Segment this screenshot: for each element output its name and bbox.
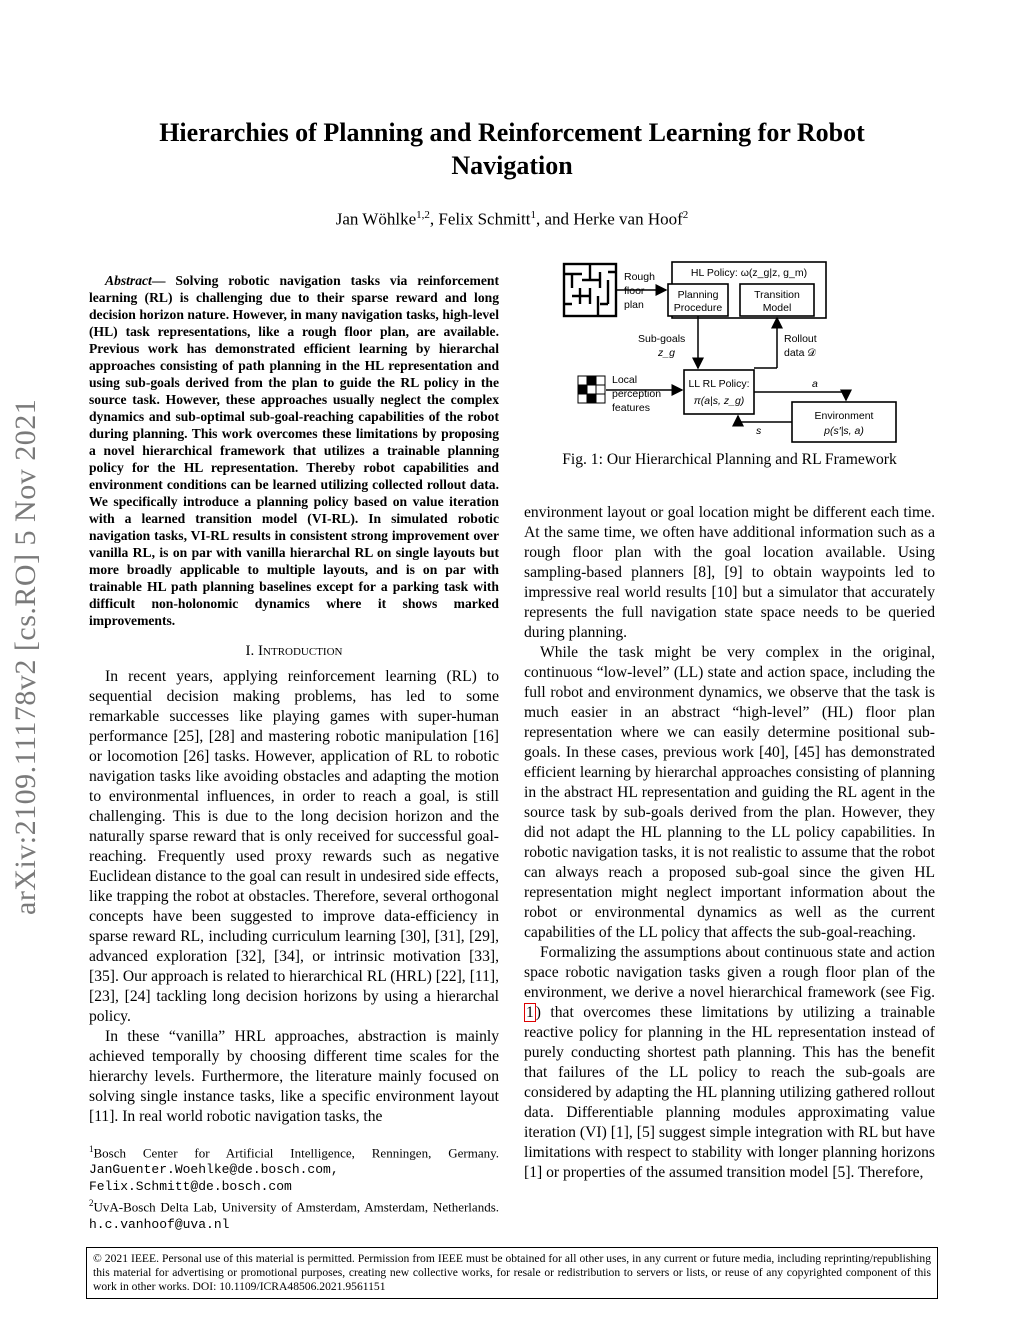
footnote-2-mark: 2 xyxy=(89,1198,94,1209)
footnote-1-text: Bosch Center for Artificial Intelligence, Renningen, Germany. xyxy=(93,1145,499,1161)
right-paragraph-1: environment layout or goal location might be different each time. At the same time, we often have additional information such as a rough floor plan with the goal location available. Using sampling-based planners [8], [9] to obtain waypoints led to impressive real world results [10] but a simulator that accurately represents the full navigation state space needs to be queried during planning. xyxy=(524,504,935,641)
sub-goals-label: Sub-goals xyxy=(638,333,686,345)
paper-title: Hierarchies of Planning and Reinforcement Learning for Robot Navigation xyxy=(159,118,865,180)
footnote-1-email-2: Felix.Schmitt@de.bosch.com xyxy=(89,1179,292,1195)
local-perception-label: features xyxy=(612,402,650,414)
section-heading xyxy=(89,641,499,661)
footnote-2-email: h.c.vanhoof@uva.nl xyxy=(89,1216,230,1232)
transition-model-label: Transition xyxy=(754,289,800,301)
floor-plan-maze-icon xyxy=(564,264,616,316)
section-number: I. xyxy=(245,643,255,659)
local-perception-label: Local xyxy=(612,374,638,386)
planning-procedure-label: Planning xyxy=(677,289,719,301)
footnote-1-email-1: JanGuenter.Woehlke@de.bosch.com, xyxy=(89,1162,339,1178)
intro-paragraph-1: In recent years, applying reinforcement learning (RL) to sequential decision making problems, has led to some remarkable successes like playing games with super-human performance [25], [28] and mastering robotic manipulation [16] or locomotion [26] tasks. However, application of RL to robotic navigation tasks like avoiding obstacles and adapting the motion to environmental influences, in order to reach a goal, is still challenging. This is due to the long decision horizon and the naturally sparse reward that is only received for successful goal-reaching. Frequently used proxy rewards such as negative Euclidean distance to the goal can result in undesired side effects, like trapping the robot at obstacles. Therefore, several orthogonal concepts have been suggested to improve data-efficiency in sparse reward RL, including curriculum learning [30], [31], [29], advanced exploration [32], [34], or intrinsic motivation [33], [35]. Our approach is related to hierarchical RL (HRL) [22], [11], [23], [24] tackling long decision horizons by using a hierarchal policy. xyxy=(89,668,499,1025)
left-column xyxy=(89,272,499,1233)
abstract-text: — Solving robotic navigation tasks via reinforcement learning (RL) is challenging due to their sparse reward and long decision horizon nature. However, in many navigation tasks, high-level (HL) task representations, like a rough floor plan, are available. Previous work has demonstrated efficient learning by hierarchal approaches consisting of path planning in the HL representation and using sub-goals derived from the plan to guide the RL policy in the source task. However, these approaches usually neglect the complex dynamics and sub-optimal sub-goal-reaching capabilities of the robot during planning. This work overcomes these limitations by proposing a novel hierarchical framework that utilizes a trainable planning policy for the HL representation. Thereby robot capabilities and environment conditions can be learned utilizing collected rollout data. We specifically introduce a planning policy based on value iteration with a learned transition model (VI-RL). In simulated robotic navigation tasks, VI-RL results in consistent strong improvement over vanilla RL, is on par with vanilla hierarchal RL on single layouts but more broadly applicable to multiple layouts, and is on par with trainable HL path planning baselines except for a parking task with difficult non-holonomic dynamics where it shows marked improvements. xyxy=(89,273,499,628)
abstract xyxy=(89,272,499,629)
framework-diagram xyxy=(560,258,905,448)
footnote-1-mark: 1 xyxy=(89,1144,94,1154)
right-column xyxy=(524,503,935,1183)
ll-policy-box xyxy=(684,370,754,414)
hl-policy-label: HL Policy: ω(z_g|z, g_m) xyxy=(690,267,808,279)
intro-paragraph-2: In these “vanilla” HRL approaches, abstraction is mainly achieved temporally by choosing different time scales for the hierarchy levels. Furthermore, the literature mainly focused on solving single instance tasks, like a specific environment layout [11]. In real world robotic navigation tasks, the xyxy=(89,1028,499,1125)
local-perception-label: perception xyxy=(612,388,662,400)
sub-goals-symbol: z_g xyxy=(658,347,675,359)
state-label: s xyxy=(756,425,762,437)
framework-figure xyxy=(560,258,905,448)
footnote-2-text: UvA-Bosch Delta Lab, University of Amsterdam, Amsterdam, Netherlands. xyxy=(93,1199,499,1215)
ll-policy-label: LL RL Policy: xyxy=(688,378,750,390)
arxiv-identifier: arXiv:2109.11178v2 [cs.RO] 5 Nov 2021 xyxy=(9,398,42,916)
ll-policy-formula: π(a|s, z_g) xyxy=(693,395,745,407)
rollout-data-label: data 𝒟 xyxy=(784,347,816,359)
author-3-affil: 2 xyxy=(682,209,689,221)
local-perception-grid-icon xyxy=(578,376,605,403)
environment-label: Environment xyxy=(814,410,874,422)
transition-model-label: Model xyxy=(762,302,792,314)
right-paragraph-2: While the task might be very complex in the original, continuous “low-level” (LL) state and action space, including the full robot and environment dynamics, we observe that the task is much easier in an abstract “high-level” (HL) floor plan representation where we can easily determine positional sub-goals. In these cases, previous work [40], [45] has demonstrated efficient learning by hierarchal approaches consisting of planning in the abstract HL representation and guiding the RL agent in the source task by sub-goals derived from the plan. However, they did not adapt the HL planning to the LL policy capabilities. In robotic navigation tasks, it is not realistic to assume that the robot can always reach a proposed sub-goal since the given HL representation might neglect important information about the robot or environmental dynamics as well as the current capabilities of the LL policy that affects the sub-goal-reaching. xyxy=(524,644,935,941)
planning-procedure-label: Procedure xyxy=(673,302,723,314)
rough-floor-plan-label: floor xyxy=(624,285,645,297)
right-paragraph-3-end: ) that overcomes these limitations by utilizing a trainable reactive policy for planning in the HL representation instead of purely conducting shortest path planning. This has the benefit that failures of the LL policy to reach the sub-goals are considered by adapting the HL planning utilizing gathered rollout data. Differentiable planning modules approximating value iteration (VI) [1], [5] suggest simple integration with RL but have limitations with respect to stability with longer planning horizons [1] or properties of the assumed transition model [5]. Therefore, xyxy=(524,1004,935,1181)
author-1-affil: 1,2 xyxy=(416,209,430,221)
footnote-1 xyxy=(89,1141,499,1195)
right-paragraph-3-start: Formalizing the assumptions about continuous state and action space robotic navigation tasks given a rough floor plan of the environment, we derive a novel hierarchical framework (see Fig. xyxy=(524,944,935,1001)
action-label: a xyxy=(812,378,818,390)
rollout-data-label: Rollout xyxy=(784,333,817,345)
right-paragraph-3 xyxy=(524,943,935,1183)
author-list xyxy=(100,209,924,230)
figure-1-link[interactable]: 1 xyxy=(526,1004,534,1021)
section-title: Introduction xyxy=(258,643,343,659)
rough-floor-plan-label: plan xyxy=(624,299,644,311)
copyright-notice: © 2021 IEEE. Personal use of this material is permitted. Permission from IEEE must be obtained for all other uses, in any current or future media, including reprinting/republishing this material for advertising or promotional purposes, creating new collective works, for resale or redistribution to servers or lists, or reuse of any copyrighted component of this work in other works. DOI: 10.1109/ICRA48506.2021.9561151 xyxy=(86,1247,938,1299)
author-2-affil: 1 xyxy=(530,209,536,221)
author-3: , and Herke van Hoof xyxy=(535,209,683,229)
footnote-2 xyxy=(89,1195,499,1232)
abstract-label: Abstract xyxy=(105,273,152,288)
environment-formula: p(s′|s, a) xyxy=(824,425,864,437)
author-2: , Felix Schmitt xyxy=(429,209,531,229)
rough-floor-plan-label: Rough xyxy=(624,271,655,283)
author-1: Jan Wöhlke xyxy=(335,209,417,229)
footnotes xyxy=(89,1141,499,1233)
figure-caption: Fig. 1: Our Hierarchical Planning and RL Framework xyxy=(562,451,897,468)
